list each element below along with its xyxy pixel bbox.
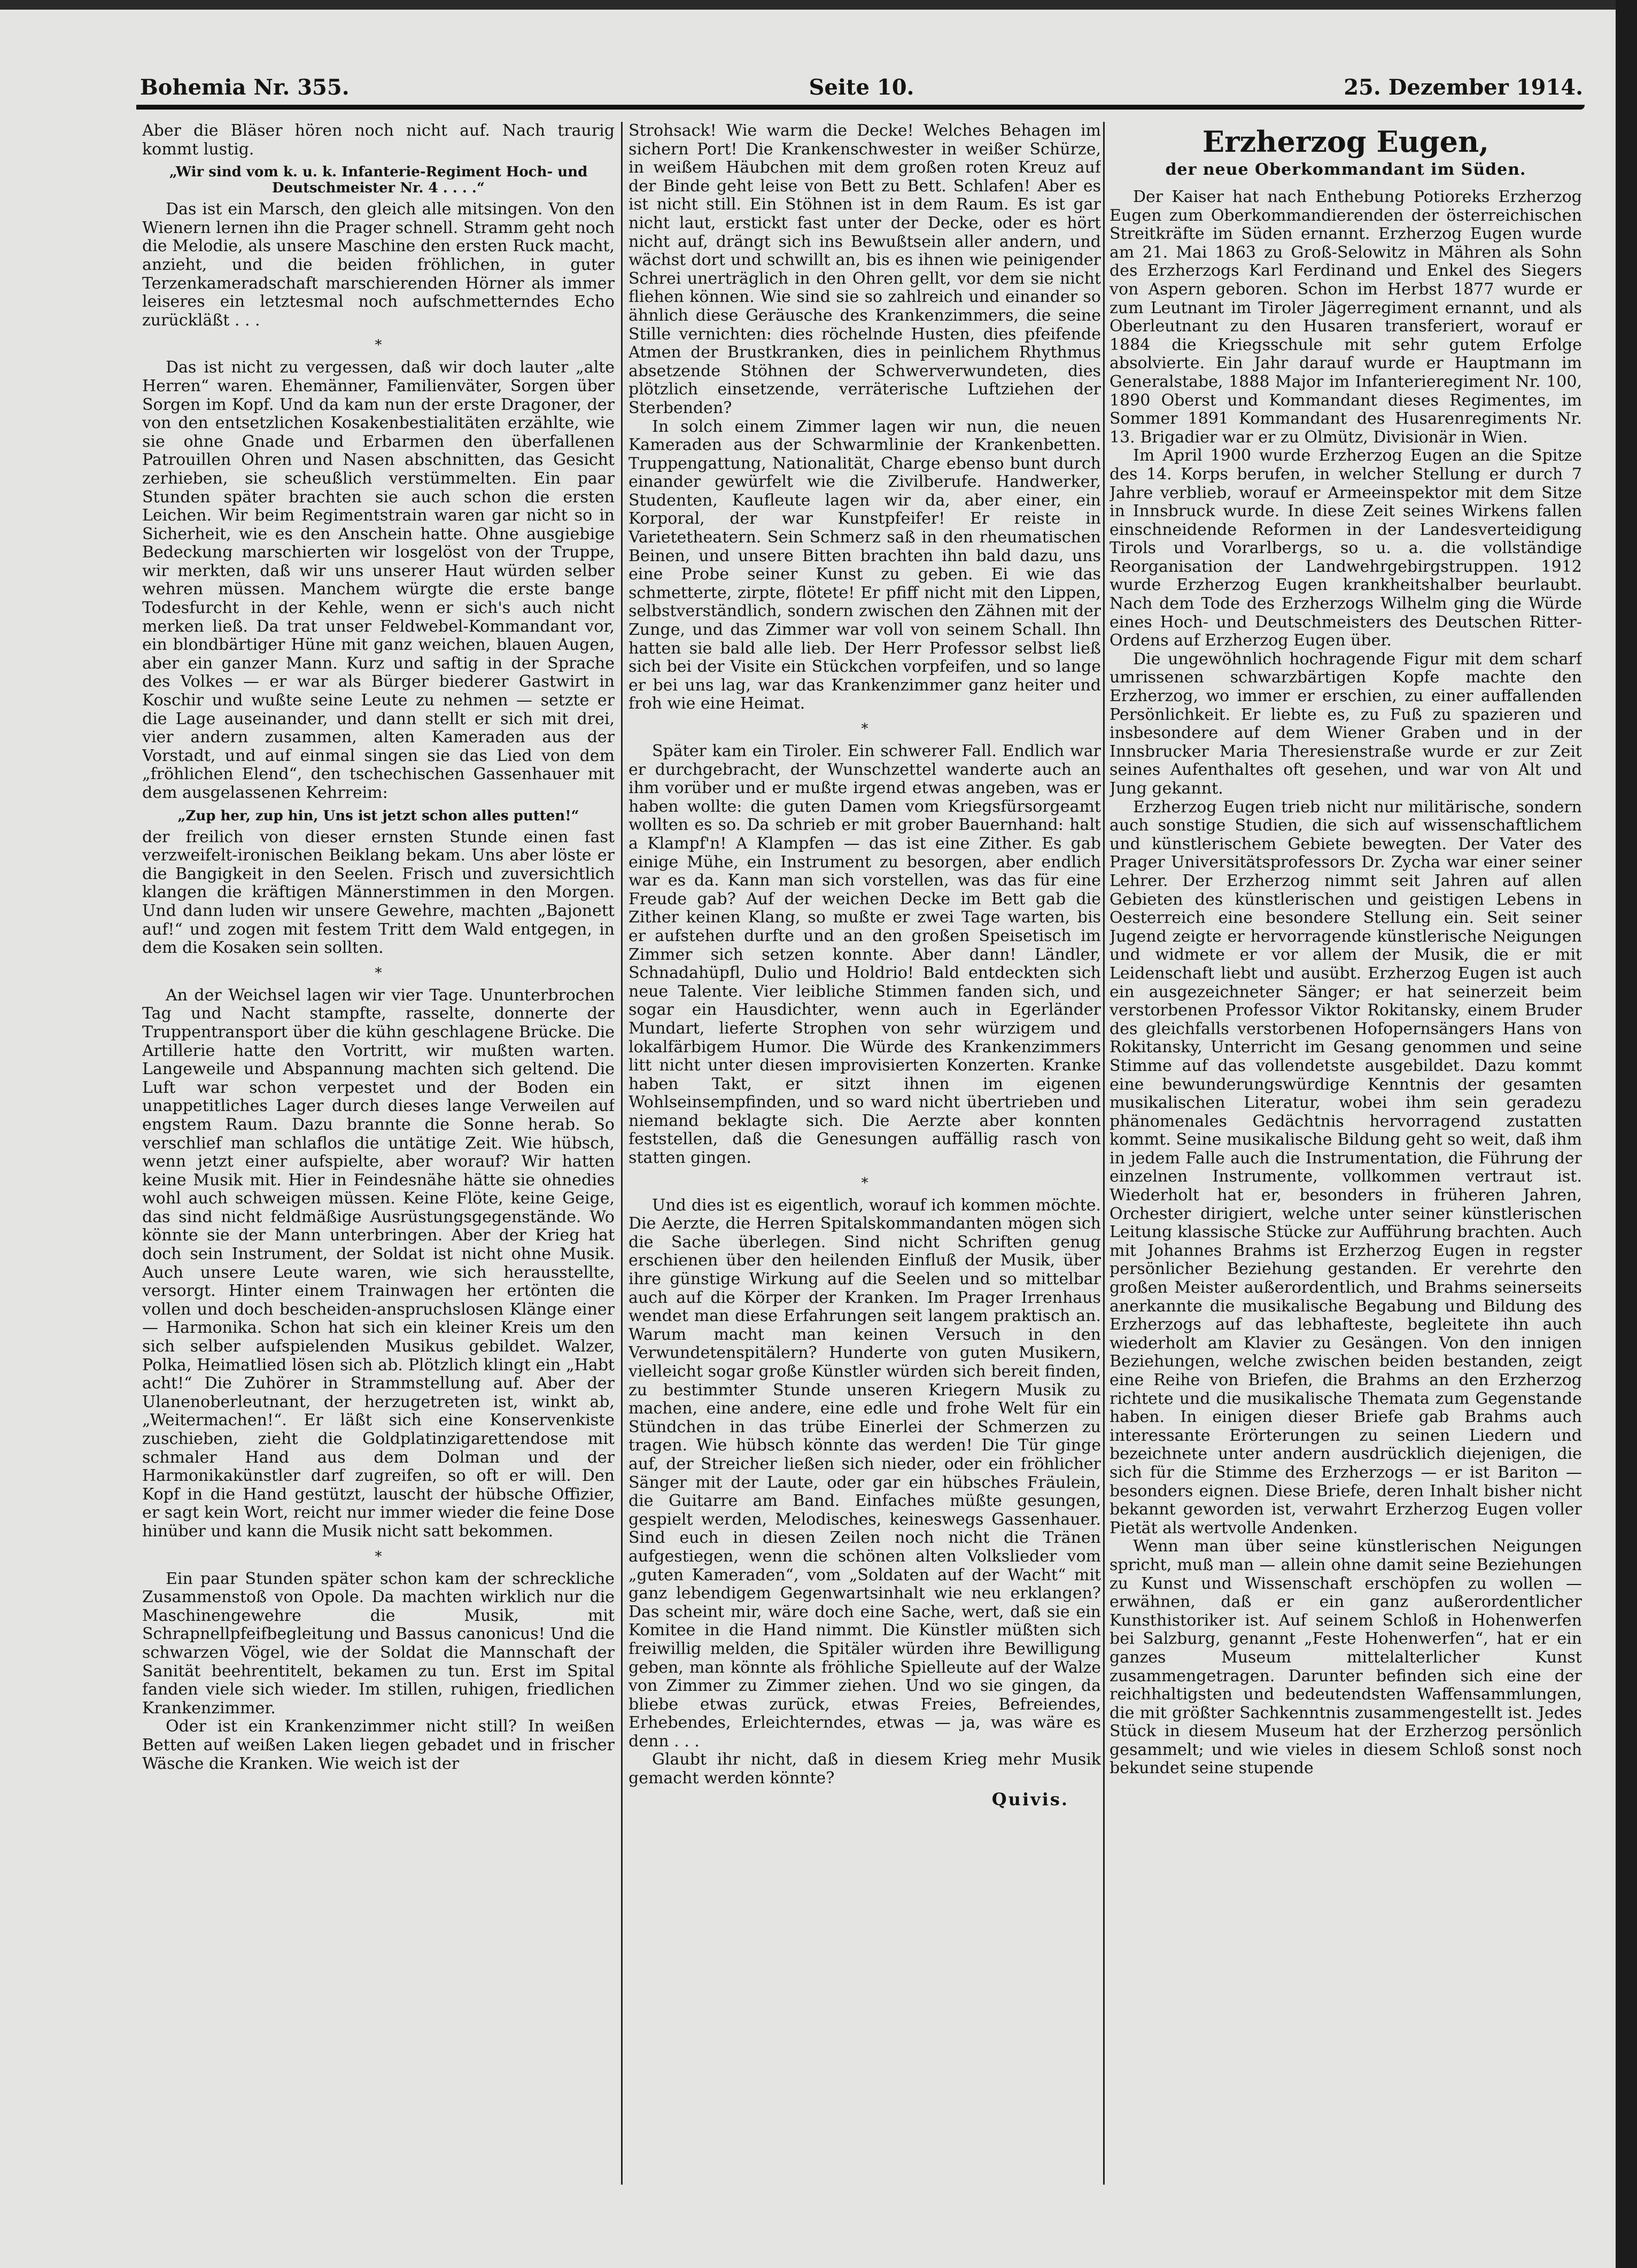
paragraph: In solch einem Zimmer lagen wir nun, die neuen Kameraden aus der Schwarmlinie der Krankenbetten. Truppengattung, Nationalität, Charge ebenso bunt durch einander gewürfelt wie die Zivilberufe. Handwerker, Studenten, Kaufleute lagen wir da, aber einer, ein Korporal, der war Kunstpfeifer! Er reiste in Varietetheatern. Sein Schmerz saß in den rheumatischen Beinen, und unsere Bitten brachten ihn bald dazu, uns eine Probe seiner Kunst zu geben. Ei wie das schmetterte, zirpte, flötete! Er pfiff nicht mit den Lippen, selbstverständlich, sondern zwischen den Zähnen mit der Zunge, und das Zimmer war voll von seinem Schall. Ihn hatten sie bald alle lieb. Der Herr Professor selbst ließ sich bei der Visite ein Stückchen vorpfeifen, und so lange er bei uns lag, war das Krankenzimmer ganz heiter und froh wie eine Heimat. — [629, 417, 1101, 713]
paragraph: Ein paar Stunden später schon kam der schreckliche Zusammenstoß von Opole. Da machten wirklich nur die Maschinengewehre die Musik, mit Schrapnellpfeifbegleitung und Bassus canonicus! Und die schwarzen Vögel, wie der Soldat die Mannschaft der Sanität beehrentitelt, bekamen zu tun. Erst im Spital fanden viele sich wieder. Im stillen, ruhigen, friedlichen Krankenzimmer. — [142, 1569, 615, 1718]
paragraph: Und dies ist es eigentlich, worauf ich kommen möchte. Die Aerzte, die Herren Spitalskommandanten mögen sich die Sache überlegen. Sind nicht Schriften genug erschienen über den heilenden Einfluß der Musik, über ihre günstige Wirkung auf die Seelen und so mittelbar auch auf die Körper der Kranken. Im Prager Irrenhaus wendet man diese Erfahrungen seit langem praktisch an. Warum macht man keinen Versuch in den Verwundetenspitälern? Hunderte von guten Musikern, vielleicht sogar große Künstler würden sich bereit finden, zu bestimmter Stunde unseren Kriegern Musik zu machen, eine andere, eine edle und frohe Welt für ein Stündchen in das trübe Einerlei der Schmerzen zu tragen. Wie hübsch könnte das werden! Die Tür ginge auf, der Streicher ließen sich nieder, oder ein fröhlicher Sänger mit der Laute, oder gar ein hübsches Fräulein, die Guitarre am Band. Einfaches müßte gesungen, gespielt werden, Melodisches, keineswegs Gassenhauer. Sind euch in diesen Zeilen noch nicht die Tränen aufgestiegen, wenn die schönen alten Volkslieder vom „guten Kameraden“, vom „Soldaten auf der Wacht“ mit ganz lebendigem Gegenwartsinhalt wie neu erklangen? Das scheint mir, wäre doch eine Sache, wert, daß sie ein Komitee in die Hand nimmt. Die Künstler müßten sich freiwillig melden, die Spitäler würden ihre Bewilligung geben, man könnte als fröhliche Spielleute auf der Walze von Zimmer zu Zimmer ziehen. Und wo sie gingen, da bliebe etwas zurück, etwas Freies, Befreiendes, Erhebendes, Erleichterndes, etwas — ja, was wäre es denn . . . — [629, 1195, 1101, 1751]
issue-date: 25. Dezember 1914. — [1344, 75, 1583, 100]
article-subtitle: der neue Oberkommandant im Süden. — [1165, 160, 1526, 179]
article-title: Erzherzog Eugen, — [1202, 125, 1489, 159]
paragraph: An der Weichsel lagen wir vier Tage. Ununterbrochen Tag und Nacht stampfte, rasselte, donnerte der Truppentransport über die kühn geschlagene Brücke. Die Artillerie hatte den Vortritt, wir mußten warten. Langeweile und Abspannung machten sich geltend. Die Luft war schon verpestet und der Boden ein unappetitliches Lager durch dieses lange Verweilen auf engstem Raum. Dazu brannte die Sonne herab. So verschlief man schlaflos die untätige Zeit. Wie hübsch, wenn jetzt einer aufspielte, aber worauf? Wir hatten keine Musik mit. Hier in Feindesnähe hätte sie ohnedies wohl auch schweigen müssen. Keine Flöte, keine Geige, das sind nicht feldmäßige Ausrüstungsgegenstände. Wo könnte sie der Mann unterbringen. Aber der Krieg hat doch sein Instrument, der Soldat ist nicht ohne Musik. Auch unsere Leute waren, wie sich herausstellte, versorgt. Hinter einem Trainwagen her ertönten die vollen und doch bescheiden-anspruchslosen Klänge einer — Harmonika. Schon hat sich ein kleiner Kreis um den sich selber aufspielenden Musikus gebildet. Walzer, Polka, Heimatlied lösen sich ab. Plötzlich klingt ein „Habt acht!“ Die Zuhörer in Strammstellung auf. Aber der Ulanenoberleutnant, der herzugetreten ist, winkt ab, „Weitermachen!“. Er läßt sich eine Konservenkiste zuschieben, zieht die Goldplatinzigarettendose mit schmaler Hand aus dem Dolman und der Harmonikakünstler darf zugreifen, so oft er will. Den Kopf in die Hand gestützt, lauscht der hübsche Offizier, er sagt kein Wort, reicht nur immer wieder die feine Dose hinüber und kann die Musik nicht satt bekommen. — [142, 985, 615, 1541]
scan-border-top — [0, 0, 1637, 10]
paragraph: Das ist nicht zu vergessen, daß wir doch lauter „alte Herren“ waren. Ehemänner, Familienväter, Sorgen über Sorgen im Kopf. Und da kam nun der erste Dragoner, der von den entsetzlichen Kosakenbestialitäten erzählte, wie sie ohne Gnade und Erbarmen den überfallenen Patrouillen Ohren und Nasen abschnitten, das Gesicht zerhieben, sie scheußlich verstümmelten. Ein paar Stunden später brachten sie auch schon die ersten Leichen. Wir beim Regimentstrain waren gar nicht so in Sicherheit, wie es den Anschein hatte. Ohne ausgiebige Bedeckung marschierten wir losgelöst von der Truppe, wir merkten, daß wir uns unserer Haut würden selber wehren müssen. Manchem würgte die erste bange Todesfurcht in der Kehle, wenn er sich's auch nicht merken ließ. Da trat unser Feldwebel-Kommandant vor, ein blondbärtiger Hüne mit ganz weichen, blauen Augen, aber ein ganzer Mann. Kurz und saftig in der Sprache des Volkes — er war als Bürger biederer Gastwirt in Koschir und wußte seine Leute zu nehmen — setzte er die Lage auseinander, und dann stellt er sich mit drei, vier andern zusammen, alten Kameraden aus der Vorstadt, und auf einmal singen sie das Lied von dem „fröhlichen Elend“, den tschechischen Gassenhauer mit dem ausgelassenen Kehrreim: — [142, 358, 615, 802]
paragraph: Die ungewöhnlich hochragende Figur mit dem scharf umrissenen schwarzbärtigen Kopfe machte den Erzherzog, wo immer er erschien, zu einer auffallenden Persönlichkeit. Er liebte es, zu Fuß zu spazieren und insbesondere auf dem Wiener Graben und in der Innsbrucker Maria Theresienstraße wurde er zur Zeit seines Aufenthaltes oft gesehen, und war von Alt und Jung gekannt. — [1110, 649, 1582, 798]
section-separator: * — [375, 965, 382, 981]
column-1 — [142, 122, 615, 2185]
page-header — [140, 75, 1583, 102]
column-divider — [621, 122, 623, 2185]
header-rule — [136, 105, 1585, 110]
paragraph: Strohsack! Wie warm die Decke! Welches Behagen im sichern Port! Die Krankenschwester in weißer Schürze, in weißem Häubchen mit dem großen roten Kreuz auf der Binde geht leise von Bett zu Bett. Schlafen! Aber es ist nicht still. Ein Stöhnen ist in dem Raum. Es ist gar nicht laut, erstickt fast unter der Decke, oder es hört nicht auf, drängt sich ins Bewußtsein aller andern, und wächst dort und schwillt an, bis es ihnen wie peinigender Schrei unerträglich in den Ohren gellt, vor dem sie nicht fliehen können. Wie sind sie so zahlreich und einander so ähnlich diese Geräusche des Krankenzimmers, die seine Stille vernichten: dies röchelnde Husten, dies pfeifende Atmen der Brustkranken, dies in peinlichem Rhythmus absetzende Stöhnen der Schwerverwundeten, dies plötzlich einsetzende, verräterische Luftziehen der Sterbenden? — [629, 122, 1101, 417]
newspaper-issue: Bohemia Nr. 355. — [140, 75, 350, 100]
quoted-verse: „Zup her, zup hin, Uns ist jetzt schon alles putten!“ — [177, 807, 579, 824]
section-separator: * — [375, 337, 382, 354]
paragraph: der freilich von dieser ernsten Stunde einen fast verzweifelt-ironischen Beiklang bekam. Uns aber löste er die Bangigkeit in den Seelen. Frisch und zuversichtlich klangen die kräftigen Männerstimmen in den Morgen. Und dann luden wir unsere Gewehre, machten „Bajonett auf!“ und zogen mit festem Tritt dem Wald entgegen, in dem die Kosaken sein sollten. — [142, 827, 615, 958]
paragraph: Im April 1900 wurde Erzherzog Eugen an die Spitze des 14. Korps berufen, in welcher Stellung er durch 7 Jahre verblieb, worauf er Armeeinspektor mit dem Sitze in Innsbruck wurde. In diese Zeit seines Wirkens fallen einschneidende Reformen in der Landesverteidigung Tirols und Vorarlbergs, so u. a. die vollständige Reorganisation der Landwehrgebirgstruppen. 1912 wurde Erzherzog Eugen krankheitshalber beurlaubt. Nach dem Tode des Erzherzogs Wilhelm ging die Würde eines Hoch- und Deutschmeisters des Deutschen Ritter-Ordens auf Erzherzog Eugen über. — [1110, 446, 1582, 650]
paragraph: Aber die Bläser hören noch nicht auf. Nach traurig kommt lustig. — [142, 122, 615, 159]
author-signature: Quivis. — [991, 1789, 1069, 1809]
scan-border-right — [1616, 0, 1637, 2268]
paragraph: Der Kaiser hat nach Enthebung Potioreks Erzherzog Eugen zum Oberkommandierenden der österreichischen Streitkräfte im Süden ernannt. Erzherzog Eugen wurde am 21. Mai 1863 zu Groß-Selowitz in Mähren als Sohn des Erzherzogs Karl Ferdinand und Enkel des Siegers von Aspern geboren. Schon im Herbst 1877 wurde er zum Leutnant im Tiroler Jägerregiment ernannt, und als Oberleutnant zu den Husaren transferiert, worauf er 1884 die Kriegsschule mit sehr gutem Erfolge absolvierte. Ein Jahr darauf wurde er Hauptmann im Generalstabe, 1888 Major im Infanterieregiment Nr. 100, 1890 Oberst und Kommandant dieses Regimentes, im Sommer 1891 Kommandant des Husarenregiments Nr. 13. Brigadier war er zu Olmütz, Divisionär in Wien. — [1110, 188, 1582, 447]
paragraph: Später kam ein Tiroler. Ein schwerer Fall. Endlich war er durchgebracht, der Wunschzettel wanderte auch an ihm vorüber und er mußte irgend etwas angeben, was er haben wollte: die guten Damen vom Kriegsfürsorgeamt wollten es so. Da schrieb er mit grober Bauernhand: halt a Klampf'n! A Klampfen — das ist eine Zither. Es gab einige Mühe, ein Instrument zu besorgen, aber endlich war es da. Kann man sich vorstellen, was das für eine Freude gab? Auf der weichen Decke im Bett gab die Zither keinen Klang, so mußte er zwei Tage warten, bis er aufstehen durfte und an den großen Speisetisch im Zimmer sich setzen konnte. Aber dann! Ländler, Schnadahüpfl, Dulio und Holdrio! Bald entdeckten sich neue Talente. Vier leibliche Stimmen fanden sich, und sogar ein Hausdichter, wenn auch in Egerländer Mundart, lieferte Strophen von sehr würzigem und lokalfärbigem Humor. Die Würde des Krankenzimmers litt nicht unter diesen improvisierten Konzerten. Kranke haben Takt, er sitzt ihnen im eigenen Wohlseinsempfinden, und so ward nicht übertrieben und niemand beklagte sich. Die Aerzte aber konnten feststellen, daß die Genesungen auffällig rasch von statten gingen. — [629, 742, 1101, 1168]
quoted-verse: „Wir sind vom k. u. k. Infanterie-Regiment Hoch- und Deutschmeister Nr. 4 . . . .“ — [169, 164, 588, 197]
column-divider — [1103, 122, 1105, 2185]
paragraph: Oder ist ein Krankenzimmer nicht still? In weißen Betten auf weißen Laken liegen gebadet und in frischer Wäsche die Kranken. Wie weich ist der — [142, 1717, 615, 1773]
column-3 — [1110, 122, 1582, 2185]
section-separator: * — [861, 721, 868, 737]
column-2 — [629, 122, 1101, 2185]
section-separator: * — [375, 1548, 382, 1565]
page-number: Seite 10. — [809, 75, 914, 100]
paragraph: Erzherzog Eugen trieb nicht nur militärische, sondern auch sonstige Studien, die sich auf wissenschaftlichem und künstlerischem Gebiete bewegten. Der Vater des Prager Universitätsprofessors Dr. Zycha war einer seiner Lehrer. Der Erzherzog nimmt seit Jahren auf allen Gebieten des künstlerischen und geistigen Lebens in Oesterreich eine besondere Stellung ein. Seit seiner Jugend zeigte er hervorragende künstlerische Neigungen und widmete er vor allem der Musik, die er mit Leidenschaft liebt und ausübt. Erzherzog Eugen ist auch ein ausgezeichneter Sänger; er hat seinerzeit beim verstorbenen Professor Viktor Rokitansky, einem Bruder des gleichfalls verstorbenen Hofopernsängers Hans von Rokitansky, Unterricht im Gesang genommen und seine Stimme auf das vollendetste ausgebildet. Dazu kommt eine bewunderungswürdige Kenntnis der gesamten musikalischen Literatur, wobei ihm sein geradezu phänomenales Gedächtnis hervorragend zustatten kommt. Seine musikalische Bildung geht so weit, daß ihm in jedem Falle auch die Instrumentation, die Führung der einzelnen Instrumente, vollkommen vertraut ist. Wiederholt hat er, besonders in früheren Jahren, Orchester dirigiert, welche unter seiner künstlerischen Leitung klassische Stücke zur Aufführung brachten. Auch mit Johannes Brahms ist Erzherzog Eugen in regster persönlicher Beziehung gestanden. Er verehrte den großen Meister außerordentlich, und Brahms seinerseits anerkannte die musikalische Begabung und Bildung des Erzherzogs auf das lebhafteste, begleitete ihn auch wiederholt am Klavier zu Gesängen. Von den innigen Beziehungen, welche zwischen beiden bestanden, zeigt eine Reihe von Briefen, die Brahms an den Erzherzog richtete und die musikalische Themata zum Gegenstande haben. In einigen dieser Briefe gab Brahms auch interessante Erörterungen zu seinen Liedern und bezeichnete unter andern ausdrücklich diejenigen, die sich für die Stimme des Erzherzogs — er ist Bariton — besonders eignen. Diese Briefe, deren Inhalt bisher nicht bekannt geworden ist, verwahrt Erzherzog Eugen voller Pietät als wertvolle Andenken. — [1110, 797, 1582, 1537]
paragraph: Das ist ein Marsch, den gleich alle mitsingen. Von den Wienern lernen ihn die Prager schnell. Stramm geht noch die Melodie, als unsere Maschine den ersten Ruck macht, anzieht, und die beiden fröhlichen, in guter Terzenkameradschaft marschierenden Hörner als immer leiseres ein letztesmal noch aufschmetterndes Echo zurückläßt . . . — [142, 200, 615, 330]
section-separator: * — [861, 1175, 868, 1191]
paragraph: Wenn man über seine künstlerischen Neigungen spricht, muß man — allein ohne damit seine Beziehungen zu Kunst und Wissenschaft erschöpfen zu wollen — erwähnen, daß er ein ganz außerordentlicher Kunsthistoriker ist. Auf seinem Schloß in Hohenwerfen bei Salzburg, genannt „Feste Hohenwerfen“, hat er ein ganzes Museum mittelalterlicher Kunst zusammengetragen. Darunter befinden sich eine der reichhaltigsten und bedeutendsten Waffensammlungen, die mit größter Sachkenntnis zusammengestellt ist. Jedes Stück in diesem Museum hat der Erzherzog persönlich gesammelt; und wie vieles in diesem Schloß sonst noch bekundet seine stupende — [1110, 1537, 1582, 1778]
paragraph: Glaubt ihr nicht, daß in diesem Krieg mehr Musik gemacht werden könnte? — [629, 1750, 1101, 1788]
